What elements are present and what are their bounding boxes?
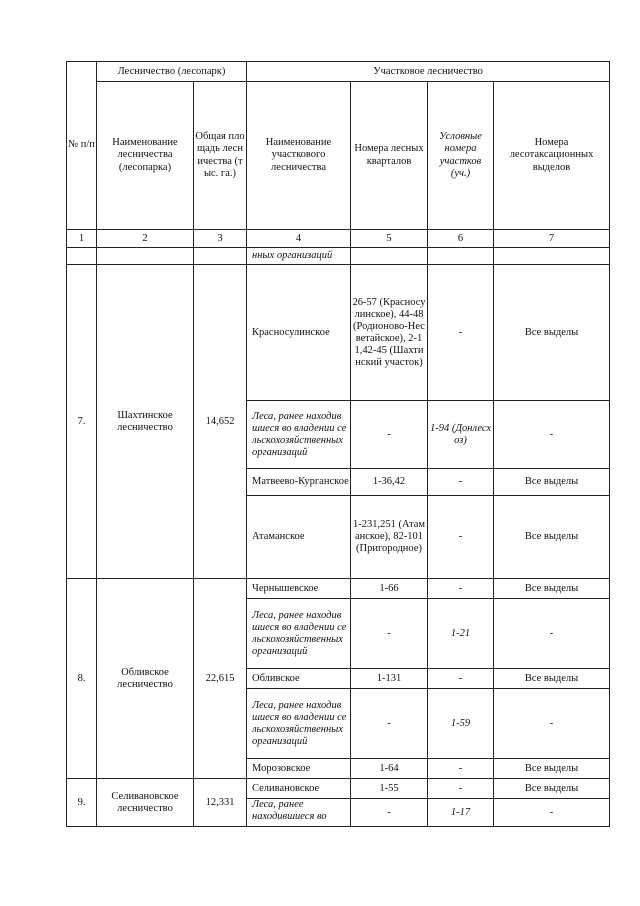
allot-cell: Все выделы: [494, 496, 610, 579]
district-cell: Чернышевское: [247, 579, 351, 599]
allot-cell: Все выделы: [494, 579, 610, 599]
forestry-name: Селивановское лесничество: [97, 779, 194, 827]
district-cell: Леса, ранее находившиеся во: [247, 799, 351, 827]
cond-cell: 1-59: [428, 689, 494, 759]
forestry-area: 22,615: [194, 579, 247, 779]
forestry-area: 14,652: [194, 265, 247, 579]
allot-cell: Все выделы: [494, 779, 610, 799]
district-cell: Матвеево-Курганское: [247, 469, 351, 496]
cond-cell: -: [428, 496, 494, 579]
col-number: 5: [351, 230, 428, 248]
forestry-table: [66, 61, 610, 827]
forestry-name: Шахтинское лесничество: [97, 265, 194, 579]
quarters-cell: -: [351, 599, 428, 669]
quarters-cell: 1-66: [351, 579, 428, 599]
header-num: № п/п: [67, 62, 97, 230]
header-forestry-name: Наименование лесничества (лесопарка): [97, 82, 194, 230]
col-number: 3: [194, 230, 247, 248]
header-district-group: Участковое лесничество: [247, 62, 610, 82]
forestry-name: Обливское лесничество: [97, 579, 194, 779]
col-number: 2: [97, 230, 194, 248]
district-cell: Обливское: [247, 669, 351, 689]
header-allotments: Номера лесотаксационных выделов: [494, 82, 610, 230]
quarters-cell: 1-131: [351, 669, 428, 689]
table-row: [67, 265, 610, 401]
allot-cell: Все выделы: [494, 669, 610, 689]
column-number-row: [67, 230, 610, 248]
allot-cell: -: [494, 401, 610, 469]
quarters-cell: -: [351, 401, 428, 469]
cond-cell: -: [428, 759, 494, 779]
cond-cell: -: [428, 265, 494, 401]
allot-cell: Все выделы: [494, 265, 610, 401]
district-cell: Атаманское: [247, 496, 351, 579]
allot-cell: -: [494, 799, 610, 827]
district-cell: нных организаций: [247, 248, 351, 265]
district-cell: Селивановское: [247, 779, 351, 799]
quarters-cell: 1-64: [351, 759, 428, 779]
allot-cell: Все выделы: [494, 469, 610, 496]
allot-cell: -: [494, 689, 610, 759]
header-conditional: Условные номера участков (уч.): [428, 82, 494, 230]
cond-cell: 1-21: [428, 599, 494, 669]
header-district-name: Наименование участкового лесничества: [247, 82, 351, 230]
cond-cell: 1-17: [428, 799, 494, 827]
cond-cell: -: [428, 579, 494, 599]
header-quarters: Номера лесных кварталов: [351, 82, 428, 230]
forestry-num: 8.: [67, 579, 97, 779]
quarters-cell: 26-57 (Красносулинское), 44-48 (Родионово-Несветайское), 2-11,42-45 (Шахтинский участок): [351, 265, 428, 401]
col-number: 7: [494, 230, 610, 248]
cond-cell: -: [428, 469, 494, 496]
district-cell: Леса, ранее находившиеся во владении сельскохозяйственных организаций: [247, 689, 351, 759]
table-row: [67, 248, 610, 265]
col-number: 6: [428, 230, 494, 248]
quarters-cell: -: [351, 799, 428, 827]
district-cell: Красносулинское: [247, 265, 351, 401]
cond-cell: 1-94 (Донлесхоз): [428, 401, 494, 469]
forestry-num: 9.: [67, 779, 97, 827]
forestry-num: 7.: [67, 265, 97, 579]
header-forestry-group: Лесничество (лесопарк): [97, 62, 247, 82]
header-total-area: Общая площадь лесничества (тыс. га.): [194, 82, 247, 230]
quarters-cell: -: [351, 689, 428, 759]
table-row: [67, 779, 610, 799]
quarters-cell: 1-36,42: [351, 469, 428, 496]
forestry-area: 12,331: [194, 779, 247, 827]
col-number: 4: [247, 230, 351, 248]
cond-cell: -: [428, 779, 494, 799]
district-cell: Морозовское: [247, 759, 351, 779]
quarters-cell: 1-55: [351, 779, 428, 799]
quarters-cell: 1-231,251 (Атаманское), 82-101 (Пригородное): [351, 496, 428, 579]
allot-cell: Все выделы: [494, 759, 610, 779]
col-number: 1: [67, 230, 97, 248]
cond-cell: -: [428, 669, 494, 689]
district-cell: Леса, ранее находившиеся во владении сельскохозяйственных организаций: [247, 599, 351, 669]
allot-cell: -: [494, 599, 610, 669]
district-cell: Леса, ранее находившиеся во владении сельскохозяйственных организаций: [247, 401, 351, 469]
table-row: [67, 579, 610, 599]
